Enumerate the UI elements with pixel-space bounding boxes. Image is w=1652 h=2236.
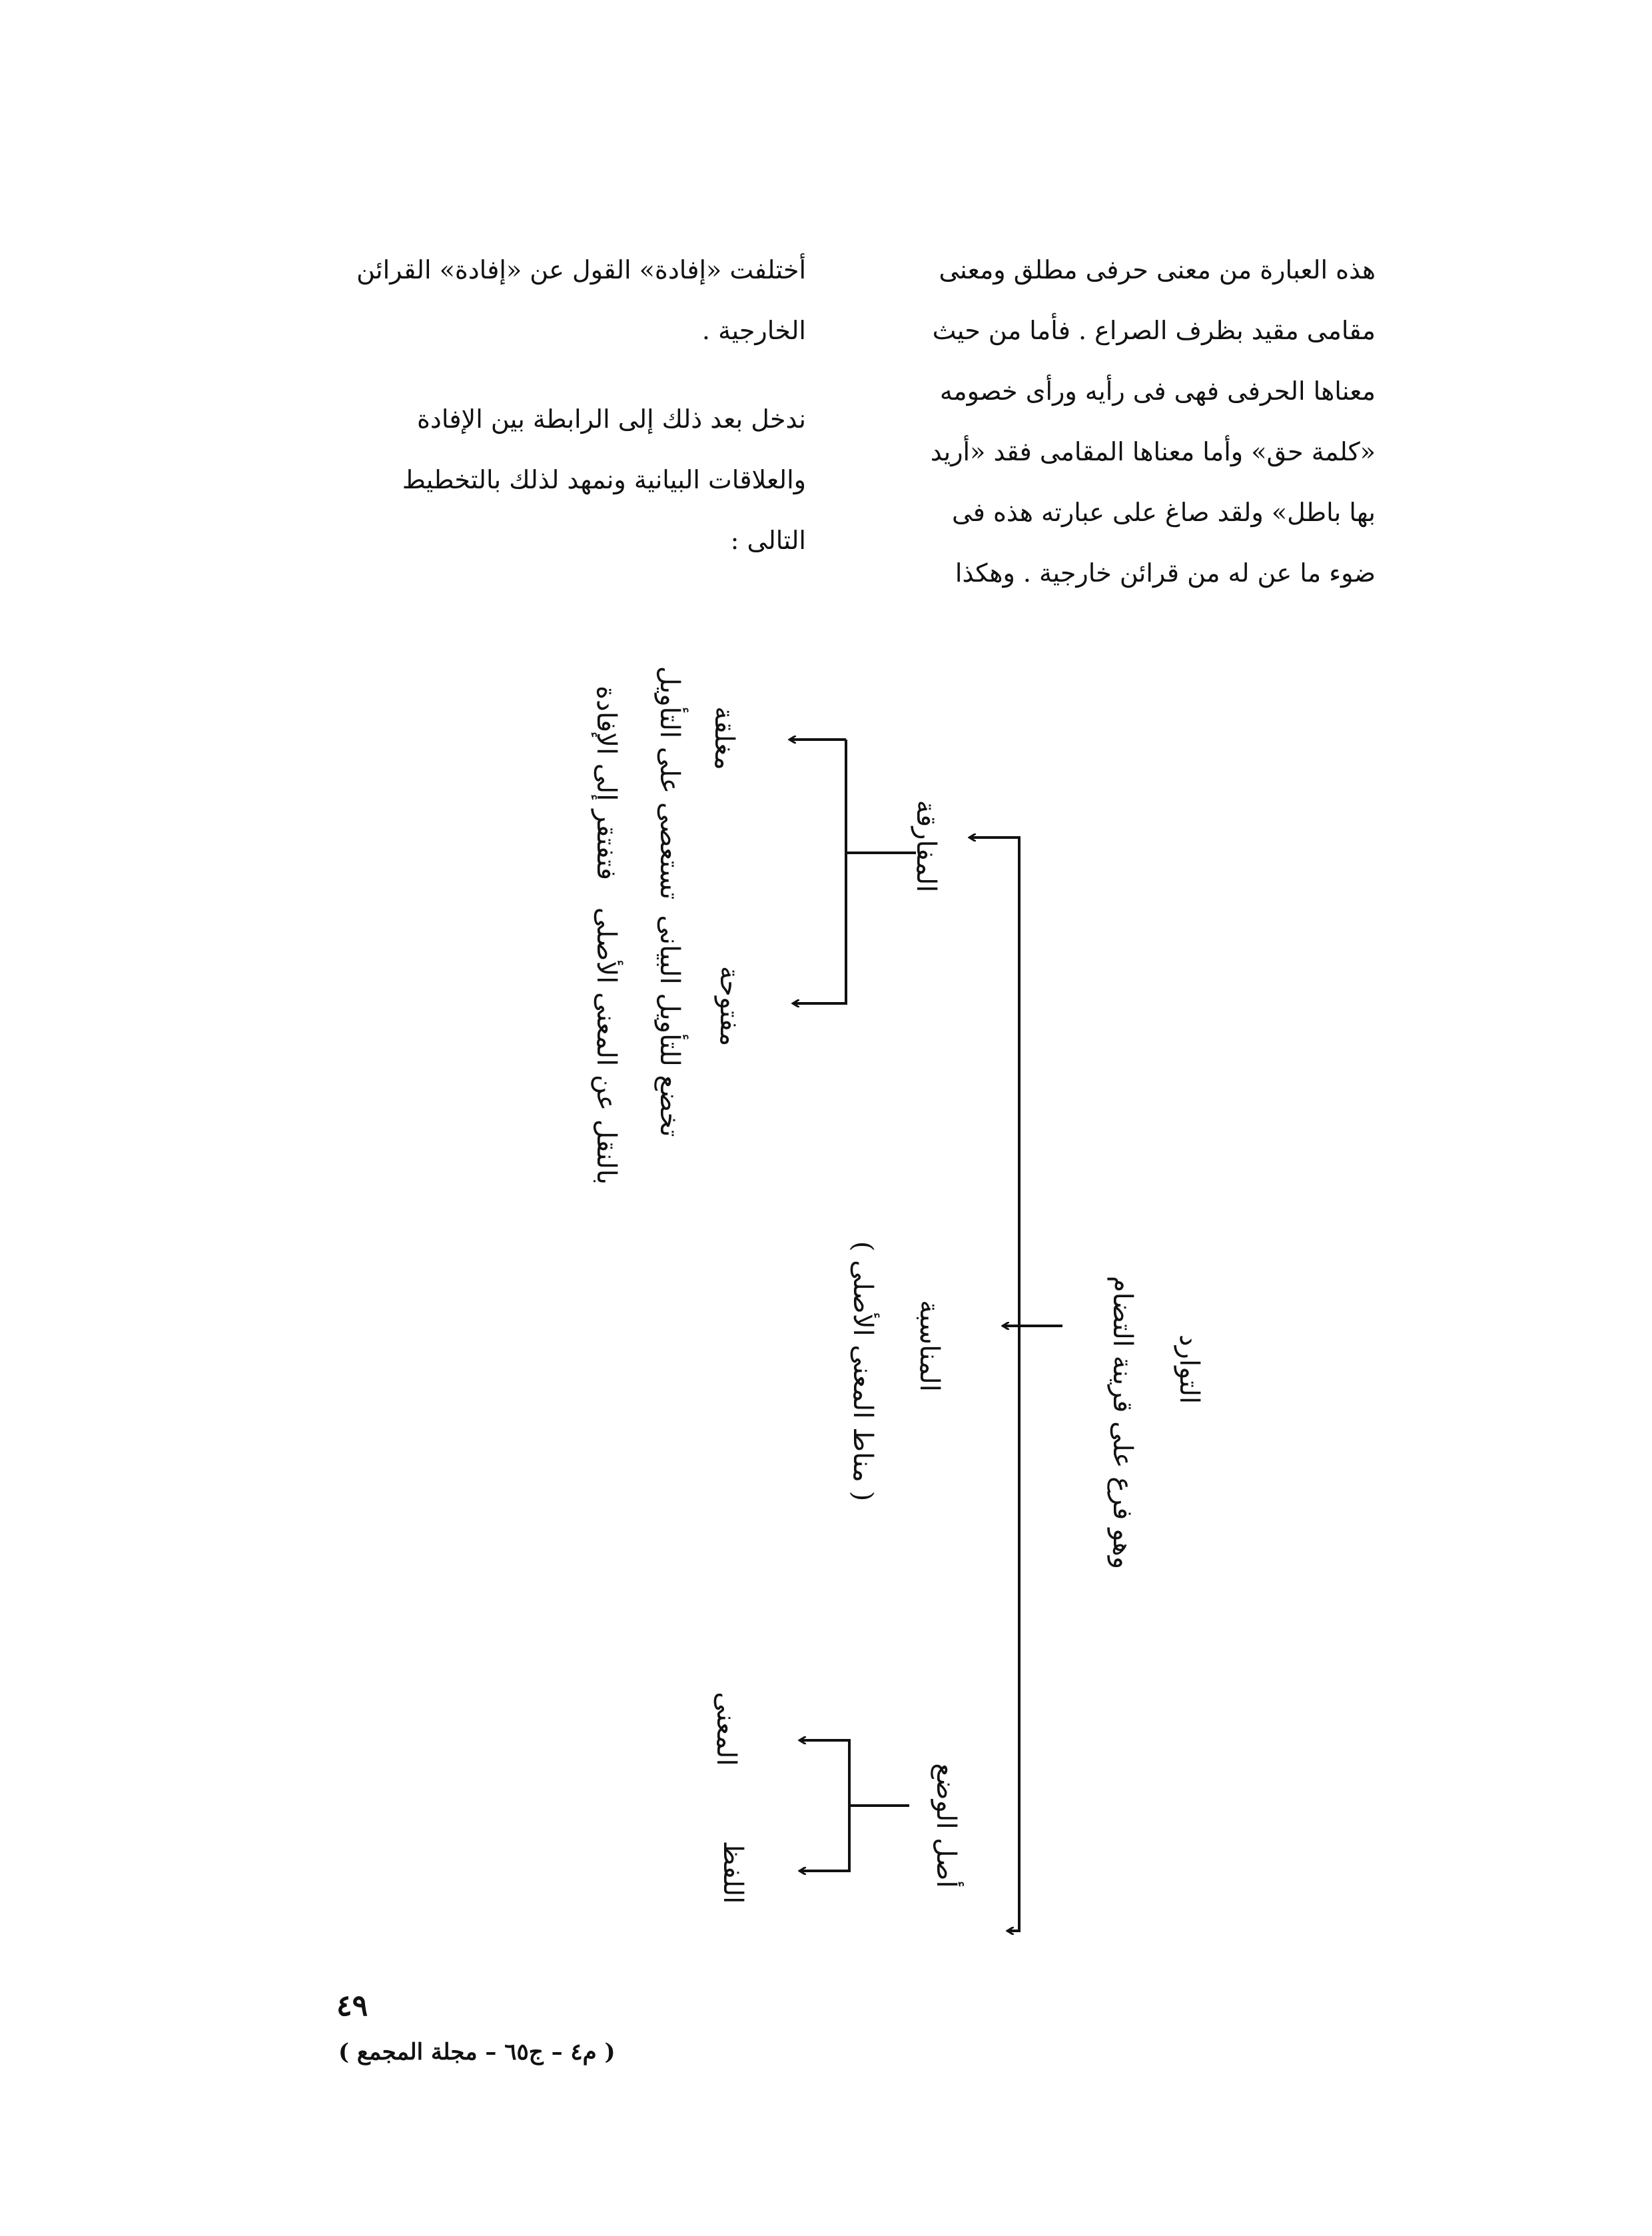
diagram-leaf-maftuha-title: مفتوحة bbox=[714, 965, 745, 1047]
diagram-node-mufaraqa: المفارقة bbox=[911, 800, 941, 893]
left-column-para2-line: ندخل بعد ذلك إلى الرابطة بين الإفادة bbox=[416, 404, 806, 434]
diagram-leaf-maghlaqa-line1: تستعصى على التأويل bbox=[654, 666, 685, 900]
right-column-line: بها باطل» ولقد صاغ على عبارته هذه فى bbox=[952, 498, 1376, 527]
right-column-line: «كلمة حق» وأما معناها المقامى فقد «أريد bbox=[930, 437, 1376, 466]
diagram-leaf-maftuha-line1: تخضع للتأويل البيانى bbox=[654, 915, 685, 1137]
diagram-leaf-maghlaqa-line2: فتفتقر إلى الإفادة bbox=[591, 686, 621, 880]
page-number: ٤٩ bbox=[336, 1989, 368, 2023]
diagram-leaf-lafz: اللفظ bbox=[717, 1840, 748, 1904]
diagram-leaf-maana: المعنى bbox=[711, 1692, 741, 1766]
diagram-root-title: التوارد bbox=[1174, 1334, 1204, 1404]
diagram-leaf-maghlaqa-title: مغلقة bbox=[709, 706, 739, 770]
left-column-para2-line: التالى : bbox=[730, 526, 806, 555]
right-column-line: هذه العبارة من معنى حرفى مطلق ومعنى bbox=[939, 255, 1376, 284]
right-column-line: معناها الحرفى فهى فى رأيه ورأى خصومه bbox=[939, 376, 1376, 406]
diagram-root-subtitle: وهو فرع على قرينة التضام bbox=[1107, 1275, 1138, 1570]
diagram-leaf-maftuha-line2: بالنقل عن المعنى الأصلى bbox=[591, 907, 621, 1185]
left-column-para2-line: والعلاقات البيانية ونمهد لذلك بالتخطيط bbox=[402, 465, 806, 494]
diagram-node-asl-wad: أصل الوضع bbox=[931, 1763, 961, 1888]
journal-reference: ( م٤ – ج٦٥ – مجلة المجمع ) bbox=[338, 2039, 616, 2065]
right-column-line: مقامى مقيد بظرف الصراع . فأما من حيث bbox=[932, 316, 1376, 345]
right-column-line: ضوء ما عن له من قرائن خارجية . وهكذا bbox=[955, 558, 1376, 588]
left-column-para1-line: أختلفت «إفادة» القول عن «إفادة» القرائن bbox=[356, 255, 806, 284]
diagram-node-munasaba-note: ( مناط المعنى الأصلى ) bbox=[847, 1241, 878, 1502]
left-column-para1-line: الخارجية . bbox=[701, 316, 806, 345]
diagram-node-munasaba: المناسبة bbox=[914, 1300, 945, 1392]
